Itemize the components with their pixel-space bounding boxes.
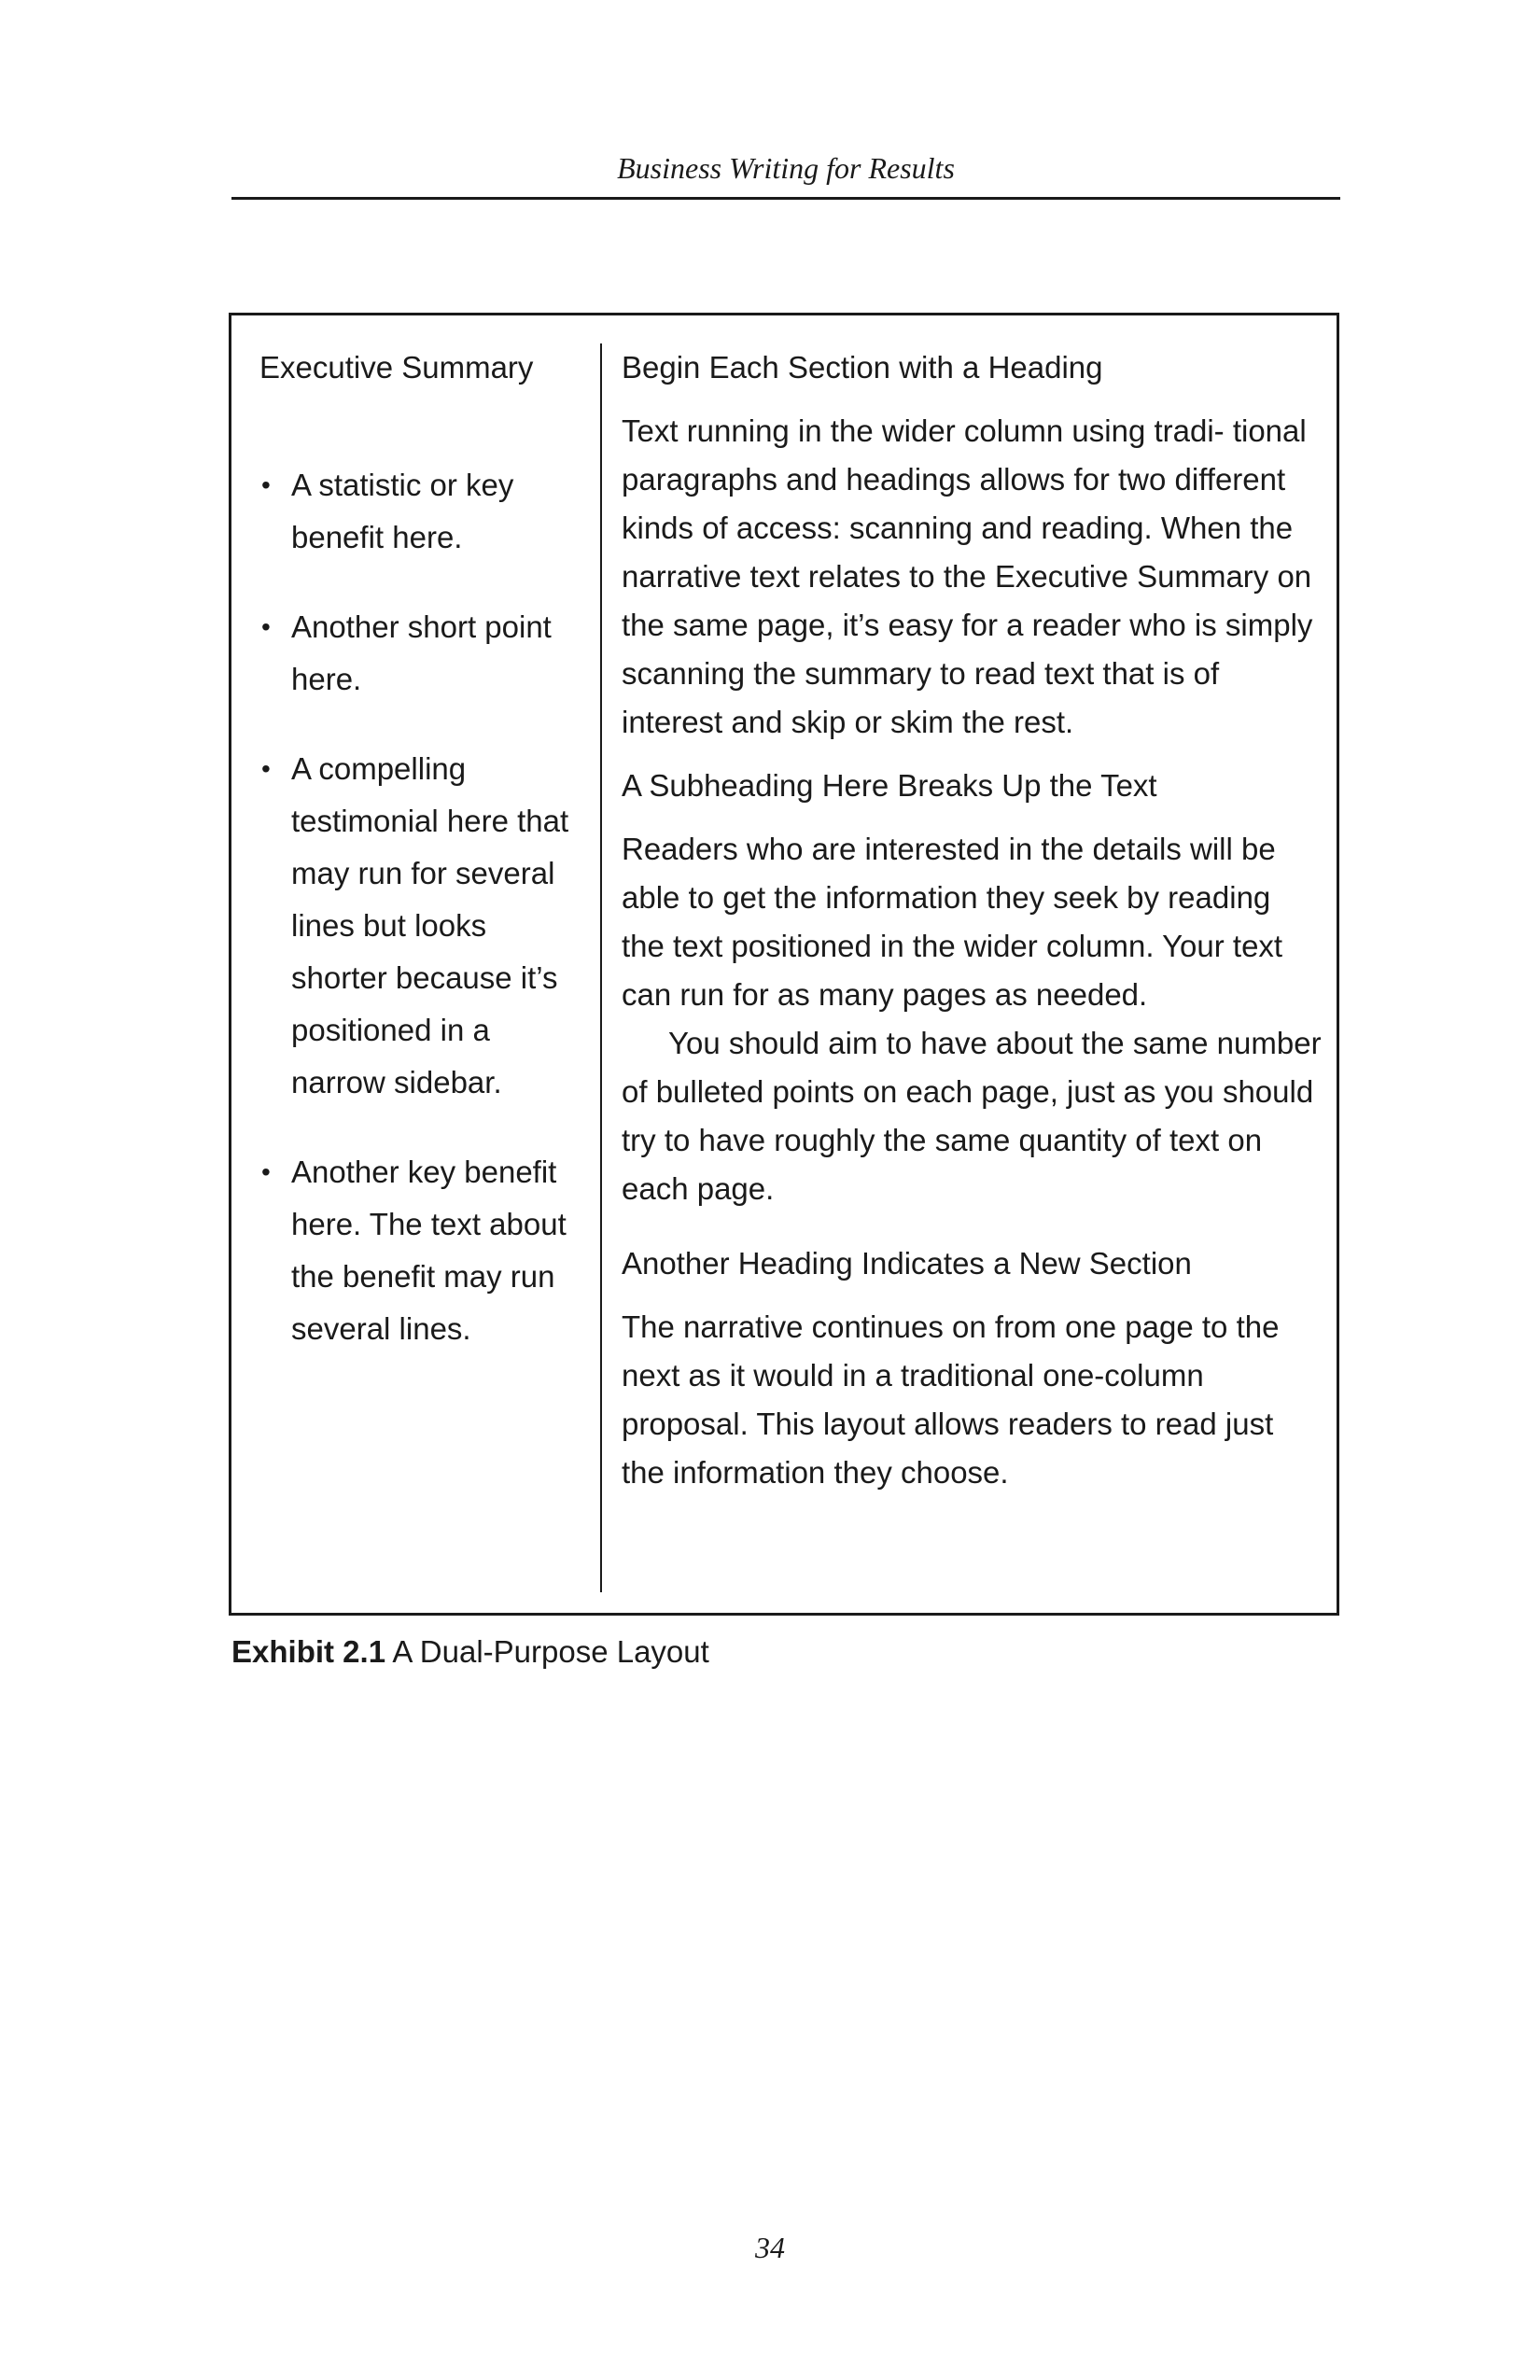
sidebar-title: Executive Summary bbox=[259, 350, 534, 385]
bullet-icon: • bbox=[261, 754, 271, 783]
bullet-text: A statistic or key benefit here. bbox=[291, 468, 514, 554]
exhibit-frame bbox=[229, 313, 1339, 1616]
bullet-icon: • bbox=[261, 1157, 271, 1186]
bullet-item bbox=[259, 601, 586, 706]
bullet-text: Another key benefit here. The text about the benefit may run several lines. bbox=[291, 1155, 567, 1346]
section-heading-2: Another Heading Indicates a New Section bbox=[622, 1246, 1192, 1281]
bullet-icon: • bbox=[261, 470, 271, 499]
bullet-icon: • bbox=[261, 612, 271, 641]
page-number: 34 bbox=[755, 2231, 785, 2264]
bullet-text: Another short point here. bbox=[291, 609, 552, 696]
body-paragraph: You should aim to have about the same number of bulleted points on each page, just as you should try to have roughly the same quantity of text on each page. bbox=[622, 1026, 1322, 1206]
section-heading: Begin Each Section with a Heading bbox=[622, 350, 1103, 385]
body-paragraph: Readers who are interested in the details will be able to get the information they seek by reading the text positioned in the wider column. Your text can run for as many pages as needed. bbox=[622, 832, 1283, 1012]
caption-text: A Dual-Purpose Layout bbox=[392, 1634, 709, 1669]
running-head-title: Business Writing for Results bbox=[617, 151, 955, 185]
header-rule bbox=[231, 197, 1340, 200]
bullet-item bbox=[259, 459, 586, 564]
column-divider bbox=[600, 343, 602, 1592]
bullet-item bbox=[259, 743, 586, 1109]
bullet-item bbox=[259, 1146, 586, 1355]
bullet-text: A compelling testimonial here that may run for several lines but looks shorter because it’s positioned in a narrow sidebar. bbox=[291, 751, 569, 1099]
executive-summary-sidebar bbox=[259, 342, 586, 1393]
caption-label: Exhibit 2.1 bbox=[231, 1634, 386, 1669]
body-paragraph: The narrative continues on from one page to the next as it would in a traditional one-column proposal. This layout allows readers to read just the information they choose. bbox=[622, 1309, 1280, 1490]
exhibit-caption bbox=[231, 1631, 709, 1673]
narrative-column bbox=[622, 342, 1322, 1497]
body-paragraph: Text running in the wider column using tradi- tional paragraphs and headings allows for two different kinds of access: scanning and reading. When the narrative text relates to the Executive Summary on the same page, it’s easy for a reader who is simply scanning the summary to read text that is of interest and skip or skim the rest. bbox=[622, 413, 1313, 739]
subheading: A Subheading Here Breaks Up the Text bbox=[622, 768, 1157, 803]
bullet-list bbox=[259, 459, 586, 1355]
